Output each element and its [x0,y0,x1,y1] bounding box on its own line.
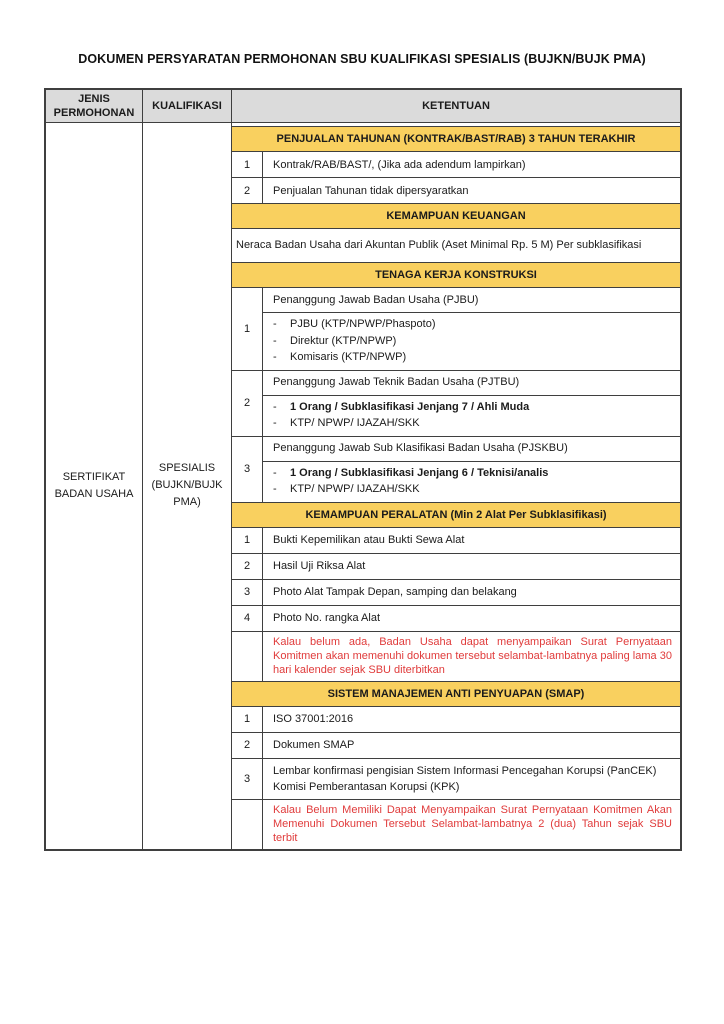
dash-bullet [273,349,290,366]
requirement-row [232,178,680,204]
note-row [232,800,680,849]
group-content [263,371,680,436]
list-item [263,316,672,333]
list-item [263,349,672,366]
header-jenis-permohonan: JENIS PERMOHONAN [46,90,143,122]
group-title: Penanggung Jawab Teknik Badan Usaha (PJTBU) [263,371,680,396]
list-item-text: Direktur (KTP/NPWP) [290,334,397,347]
group-items [263,396,680,436]
requirement-row [232,733,680,759]
section-header-kemampuan-peralatan: KEMAMPUAN PERALATAN (Min 2 Alat Per Subklasifikasi) [232,503,680,528]
group-items [263,313,680,370]
requirement-text: Lembar konfirmasi pengisian Sistem Informasi Pencegahan Korupsi (PanCEK) Komisi Pemberantasan Korupsi (KPK) [273,764,657,793]
header-kualifikasi: KUALIFIKASI [143,90,232,122]
page-title: DOKUMEN PERSYARATAN PERMOHONAN SBU KUALIFIKASI SPESIALIS (BUJKN/BUJK PMA) [78,52,646,66]
requirement-row [232,580,680,606]
requirement-group-row [232,288,680,371]
list-item-text: KTP/ NPWP/ IJAZAH/SKK [290,483,420,495]
row-number: 2 [232,733,263,758]
requirement-row [232,152,680,178]
requirement-text: Hasil Uji Riksa Alat [273,560,366,572]
group-title: Penanggung Jawab Sub Klasifikasi Badan Usaha (PJSKBU) [263,437,680,462]
requirements-table [44,88,682,851]
row-number-empty [232,800,263,849]
row-number: 1 [232,528,263,553]
requirement-row [232,528,680,554]
dash-bullet [273,465,290,482]
row-number: 3 [232,437,263,502]
commitment-note-text: Kalau Belum Memiliki Dapat Menyampaikan Surat Pernyataan Komitmen Akan Memenuhi Dokumen Tersebut Selambat-lambatnya 2 (dua) Tahun sejak SBU terbit [273,803,672,844]
requirement-text: Bukti Kepemilikan atau Bukti Sewa Alat [273,534,465,546]
dash-bullet [273,333,290,350]
list-item-text: 1 Orang / Subklasifikasi Jenjang 7 / Ahli Muda [290,400,530,413]
list-item [263,481,672,498]
requirement-row [232,606,680,632]
list-item [263,465,672,482]
row-number: 3 [232,580,263,605]
row-number: 4 [232,606,263,631]
requirement-text: Penjualan Tahunan tidak dipersyaratkan [273,184,469,197]
cell-jenis-permohonan: SERTIFIKAT BADAN USAHA [46,123,143,849]
requirement-row [232,707,680,733]
dash-bullet [273,481,290,498]
commitment-note-text: Kalau belum ada, Badan Usaha dapat menyampaikan Surat Pernyataan Komitmen akan memenuhi dokumen tersebut selambat-lambatnya paling lama 30 hari kalender sejak SBU diterbitkan [273,635,672,676]
list-item [263,399,672,416]
requirement-group-row [232,371,680,437]
list-item-text: Komisaris (KTP/NPWP) [290,351,407,363]
header-ketentuan: KETENTUAN [422,100,490,112]
section-header-kemampuan-keuangan: KEMAMPUAN KEUANGAN [232,204,680,229]
row-number: 1 [232,152,263,177]
group-content [263,288,680,370]
list-item-text: KTP/ NPWP/ IJAZAH/SKK [290,417,420,429]
ketentuan-column [232,123,680,849]
row-number-empty [232,632,263,681]
row-number: 1 [232,288,263,370]
requirement-fullwidth-row: Neraca Badan Usaha dari Akuntan Publik (Aset Minimal Rp. 5 M) Per subklasifikasi [232,229,680,263]
group-content [263,437,680,502]
row-number: 2 [232,554,263,579]
row-number: 2 [232,178,263,203]
section-header-tenaga-kerja: TENAGA KERJA KONSTRUKSI [232,263,680,288]
table-header-row [46,90,680,123]
requirement-text: Photo Alat Tampak Depan, samping dan belakang [273,586,517,598]
list-item [263,415,672,432]
table-body [46,123,680,849]
dash-bullet [273,399,290,416]
dash-bullet [273,316,290,333]
list-item [263,333,672,350]
row-number: 1 [232,707,263,732]
requirement-text: ISO 37001:2016 [273,713,354,725]
section-header-penjualan-tahunan: PENJUALAN TAHUNAN (KONTRAK/BAST/RAB) 3 TAHUN TERAKHIR [232,127,680,152]
list-item-text: PJBU (KTP/NPWP/Phaspoto) [290,318,436,330]
group-title: Penanggung Jawab Badan Usaha (PJBU) [263,288,680,313]
requirement-text: Kontrak/RAB/BAST/, (Jika ada adendum lampirkan) [273,158,526,171]
requirement-text: Photo No. rangka Alat [273,612,381,624]
requirement-text: Dokumen SMAP [273,739,355,751]
requirement-row [232,759,680,800]
dash-bullet [273,415,290,432]
section-header-smap: SISTEM MANAJEMEN ANTI PENYUAPAN (SMAP) [232,682,680,707]
group-items [263,462,680,502]
row-number: 3 [232,759,263,799]
list-item-text: 1 Orang / Subklasifikasi Jenjang 6 / Teknisi/analis [290,466,549,479]
requirement-row [232,554,680,580]
cell-kualifikasi: SPESIALIS (BUJKN/BUJK PMA) [143,123,232,849]
requirement-group-row [232,437,680,503]
note-row [232,632,680,682]
row-number: 2 [232,371,263,436]
